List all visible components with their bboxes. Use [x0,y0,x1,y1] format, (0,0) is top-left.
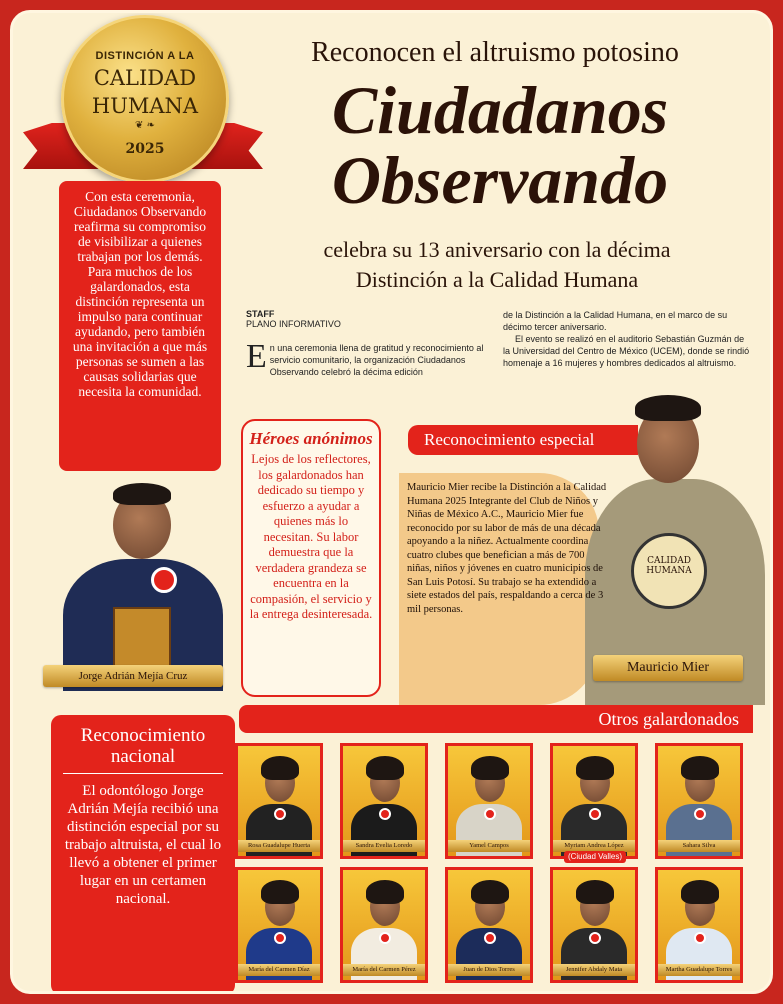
person-hair [366,756,404,780]
awardee-name: Sahara Silva [658,840,740,852]
awardee-photo [340,867,428,983]
awardee-name: Sandra Evelia Loredo [343,840,425,852]
awardee-photo [235,867,323,983]
sidebar-quote: Con esta ceremonia, Ciudadanos Observando reafirma su compromiso de visibilizar a quienes trabajan por los demás. Para muchos de los galardonados, esta distinción representa un impulso para continuar ayudando, pero también una invitación a que más personas se sumen a las causas solidarias que necesita la comunidad. [59,181,221,471]
byline-author: STAFF [246,309,275,319]
otros-banner: Otros galardonados [239,705,753,733]
article-col2-para1: de la Distinción a la Calidad Humana, en el marco de su décimo tercer aniversario. [503,310,728,332]
rosette-icon [484,808,496,820]
drop-cap: E [246,338,267,375]
awardee-photo [550,743,638,859]
photo-jorge [53,473,233,691]
byline-outlet: PLANO INFORMATIVO [246,319,341,329]
awardee-photo [655,867,743,983]
nacional-divider [63,773,223,774]
rosette-icon [589,808,601,820]
article-col2-para2: El evento se realizó en el auditorio Sebastián Guzmán de la Universidad del Centro de México (UCEM), donde se rindió homenaje a 16 mujeres y hombres dedicados al altruismo. [503,334,750,368]
person-hair [576,756,614,780]
headline-title-line2: Observando [331,142,669,218]
headline-sub1: celebra su 13 aniversario con la décima [323,237,671,262]
laurel-icon: ❦ ❧ [135,120,155,131]
plaque-line2: HUMANA [646,566,692,576]
rosette-icon [484,932,496,944]
rosette-icon [694,932,706,944]
awardee-photo [235,743,323,859]
medal-year: 2025 [125,141,165,157]
person-hair [635,395,701,421]
nacional-box [51,715,235,994]
award-plaque [631,533,707,609]
person-hair [681,756,719,780]
person-hair [681,880,719,904]
awardee-location-tag: (Ciudad Valles) [564,851,626,863]
medal-line3: HUMANA [91,94,199,118]
headline-title [245,72,755,218]
heroes-title: Héroes anónimos [249,429,373,448]
awardee-name: Jennifer Abdaly Mata [553,964,635,976]
awardee-name: Myriam Andrea López [553,840,635,852]
rosette-icon [379,932,391,944]
awardee-photo [340,743,428,859]
person-hair [366,880,404,904]
article-col1-text: n una ceremonia llena de gratitud y reconocimiento al servicio comunitario, la organización Ciudadanos Observando celebró la décima edición [269,343,484,377]
article-column-2 [503,309,753,369]
awardee-photo [445,743,533,859]
mauricio-name-bar: Mauricio Mier [593,655,743,681]
person-hair [261,756,299,780]
nacional-title: Reconocimiento nacional [80,725,206,767]
rosette-icon [151,567,177,593]
person-hair [261,880,299,904]
plaque-line1: CALIDAD [647,556,691,566]
headline-sub2: Distinción a la Calidad Humana [355,267,639,292]
byline [246,309,341,329]
heroes-box [241,419,381,697]
awardee-name: María del Carmen Díaz [238,964,320,976]
person-hair [471,756,509,780]
rosette-icon [589,932,601,944]
rosette-icon [274,932,286,944]
awardee-photo [655,743,743,859]
person-hair [576,880,614,904]
medal-seal [61,15,229,183]
awardee-name: Juan de Dios Torres [448,964,530,976]
person-hair [113,483,171,505]
medal-line1: DISTINCIÓN A LA [95,50,195,62]
medal-line2: CALIDAD [93,66,197,90]
headline-title-line1: Ciudadanos [331,72,669,148]
especial-banner: Reconocimiento especial [408,425,638,455]
rosette-icon [274,808,286,820]
awardee-photo [550,867,638,983]
article-column-1 [246,338,491,378]
awardee-name: Martha Guadalupe Torres [658,964,740,976]
headline-subtitle [241,235,753,295]
headline-kicker: Reconocen el altruismo potosino [311,37,679,68]
especial-text: Mauricio Mier recibe la Distinción a la Calidad Humana 2025 Integrante del Club de Niños y Niñas de México A.C., Mauricio Mier fue reconocido por su labor de más de una década apoyando a la niñez. Actualmente coordina cuatro clubes que benefician a más de 700 niñas, niños y jóvenes en cuatro municipios de San Luis Potosí. Su trabajo se ha extendido a siete estados del país, respaldando a cerca de 3 mil personas. [407,482,607,615]
awardee-photo [445,867,533,983]
rosette-icon [379,808,391,820]
person-hair [471,880,509,904]
awardee-name: María del Carmen Pérez [343,964,425,976]
jorge-name-bar: Jorge Adrián Mejía Cruz [43,665,223,687]
awardee-name: Rosa Guadalupe Huerta [238,840,320,852]
heroes-text: Lejos de los reflectores, los galardonados han dedicado su tiempo y esfuerzo a ayudar a quienes más lo necesitan. Su labor demuestra que la verdadera grandeza se encuentra en la compasión, el servicio y la entrega desinteresada. [249,452,373,621]
nacional-text: El odontólogo Jorge Adrián Mejía recibió una distinción especial por su trabajo altruista, el cual lo llevó a obtener el primer lugar en un certamen nacional. [64,783,222,907]
rosette-icon [694,808,706,820]
newspaper-page [10,10,773,994]
awardee-name: Yamel Campos [448,840,530,852]
